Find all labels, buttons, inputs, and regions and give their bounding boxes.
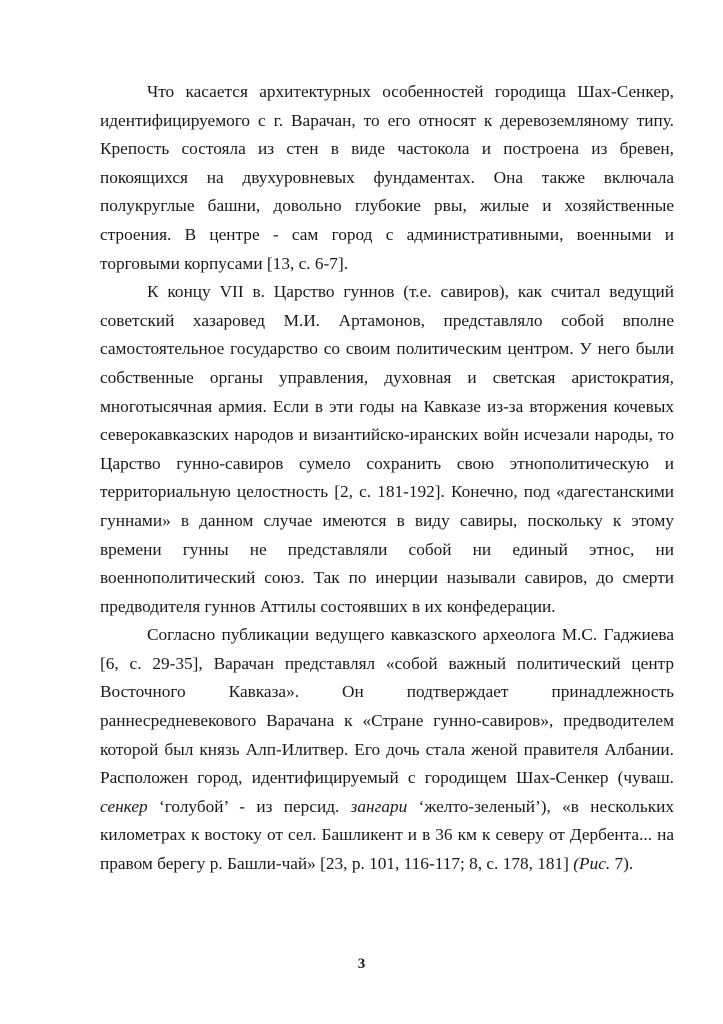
italic-text-run: (Рис. [573,854,611,874]
paragraph-varachan-location [100,621,674,878]
text-run: К концу VII в. Царство гуннов (т.е. савиров), как считал ведущий советский хазаровед М.И. Артамонов, представляло собой вполне самостоятельное государство со своим политическим центром. У него были собственные органы управления, духовная и светская аристократия, многотысячная армия. Если в эти годы на Кавказе из-за вторжения кочевых северокавказских народов и византийско-иранских войн исчезали народы, то Царство гунно-савиров сумело сохранить свою этнополитическую и территориальную целостность [2, с. 181-192]. Конечно, под «дагестанскими гуннами» в данном случае имеются в виду савиры, поскольку к этому времени гунны не представляли собой ни единый этнос, ни военнополитический союз. Так по инерции называли савиров, до смерти предводителя гуннов Аттилы состоявших в их конфедерации. [100,282,674,616]
text-run: ‘желто-зеленый’), «в нескольких километрах к востоку от сел. Башликент и в 36 км к северу от Дербента... на правом берегу р. Башли-чай» [23, р. 101, 116-117; 8, с. 178, 181] [100,796,674,874]
body-text [100,78,674,879]
page-number: 3 [357,956,366,972]
paragraph-fortress-description [100,78,674,278]
italic-text-run: сенкер [100,796,148,816]
text-run: Согласно публикации ведущего кавказского археолога М.С. Гаджиева [6, с. 29-35], Варачан представлял «собой важный политический центр Восточного Кавказа». Он подтверждает принадлежность раннесредневекового Варачана к «Стране гунно-савиров», предводителем которой был князь Алп-Илитвер. Его дочь стала женой правителя Албании. Расположен город, идентифицируемый с городищем Шах-Сенкер (чуваш. [100,625,674,788]
text-run: Что касается архитектурных особенностей городища Шах-Сенкер, идентифицируемого с г. Варачан, то его относят к деревоземляному типу. Крепость состояла из стен в виде частокола и построена из бревен, покоящихся на двухуровневых фундаментах. Она также включала полукруглые башни, довольно глубокие рвы, жилые и хозяйственные строения. В центре - сам город с административными, военными и торговыми корпусами [13, с. 6-7]. [100,82,674,273]
text-run: ‘голубой’ - из персид. [147,796,351,816]
text-run: 7). [610,854,634,874]
italic-text-run: зангари [350,796,408,816]
paragraph-hun-kingdom [100,278,674,621]
